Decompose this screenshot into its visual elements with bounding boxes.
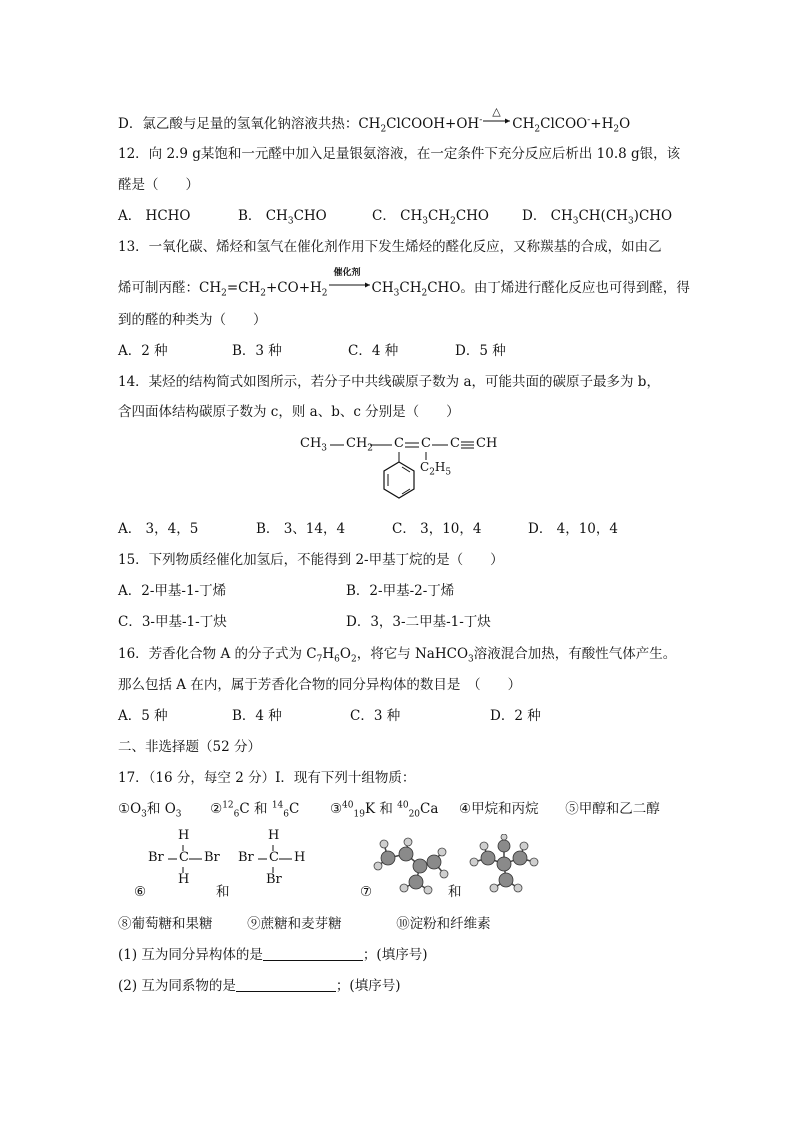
q16-option-c: C．3 种 xyxy=(350,708,401,724)
mol1-c: C xyxy=(179,850,189,865)
heat-arrow xyxy=(482,105,512,130)
q13-stem-line2: 烯可制丙醛：$CH_2=CH_2+CO+H_2$ 催化剂 $CH_3CH_2CHO$。由丁烯进行醛化反应也可得到醛，得 xyxy=(118,276,690,297)
q11-option-d: D．氯乙酸与足量的氢氧化钠溶液共热：$CH_2ClCOOH+OH^-$ △ $CH_2ClCOO^-+H_2O$ xyxy=(118,105,631,135)
mol1-h-top: H xyxy=(178,828,190,843)
struct-ch: CH xyxy=(476,436,498,451)
heat-symbol: △ xyxy=(492,105,501,118)
struct-c3: C xyxy=(450,436,460,451)
q13-option-d: D．5 种 xyxy=(455,343,506,359)
q17-item6-and: 和 xyxy=(216,884,230,900)
q15-option-b: B．2-甲基-2-丁烯 xyxy=(346,583,455,599)
q14-option-b: B． 3、14，4 xyxy=(256,521,346,537)
q16-option-d: D．2 种 xyxy=(490,708,541,724)
q12-option-a: A． HCHO xyxy=(118,208,191,224)
q12-stem-line2: 醛是（ ） xyxy=(118,177,199,193)
mol1-h-bottom: H xyxy=(178,872,190,887)
q13-option-a: A．2 种 xyxy=(118,343,168,359)
q12-stem-line1: 12．向 2.9 g某饱和一元醛中加入足量银氨溶液，在一定条件下充分反应后析出 10.8 g银，该 xyxy=(118,146,681,162)
q14-structure xyxy=(290,430,510,510)
mol2-h-right: H xyxy=(294,850,306,865)
q17-item7-label: ⑦ xyxy=(360,884,373,900)
q14-option-a: A． 3，4，5 xyxy=(118,521,199,537)
q17-head: 17．（16 分，每空 2 分）Ⅰ．现有下列十组物质： xyxy=(118,770,416,786)
q14-stem-line2: 含四面体结构碳原子数为 c，则 a、b、c 分别是（ ） xyxy=(118,404,460,420)
q17-item7-and: 和 xyxy=(448,884,462,900)
mol2-br-left: Br xyxy=(238,850,254,865)
q13-option-b: B．3 种 xyxy=(232,343,282,359)
q17-part2: (2) 互为同系物的是 ；(填序号) xyxy=(118,978,401,994)
mol2-br-bottom: Br xyxy=(266,872,282,887)
q17-items-row1: $①O_3$和 $O_3$ ②$^{12}_6$C 和 $^{14}_6$C ③$^{40}_{19}$K 和 $^{40}_{20}$Ca ④甲烷和丙烷 ⑤甲醇和乙二醇 xyxy=(118,800,660,820)
answer-blank-2[interactable] xyxy=(236,979,336,992)
q16-option-a: A．5 种 xyxy=(118,708,168,724)
section-2-heading: 二、非选择题（52 分） xyxy=(118,739,261,755)
struct-c1: C xyxy=(394,436,404,451)
q15-option-c: C．3-甲基-1-丁炔 xyxy=(118,614,227,630)
q12-option-b: B． $CH_3CHO$ xyxy=(238,208,327,227)
ball-stick-model-2 xyxy=(464,834,544,896)
q14-option-c: C． 3，10，4 xyxy=(392,521,482,537)
q17-item6-structures xyxy=(130,828,330,898)
mol2-c: C xyxy=(269,850,279,865)
q13-stem-line3: 到的醛的种类为（ ） xyxy=(118,312,267,328)
q14-option-d: D． 4，10，4 xyxy=(528,521,618,537)
struct-ch3: $CH_3$ xyxy=(300,436,328,454)
q15-option-a: A．2-甲基-1-丁烯 xyxy=(118,583,227,599)
answer-blank-1[interactable] xyxy=(263,948,363,961)
q17-part1: (1) 互为同分异构体的是 ；(填序号) xyxy=(118,947,428,963)
item6-bonds xyxy=(130,828,330,898)
q17-item6-label: ⑥ xyxy=(134,884,147,900)
q16-option-b: B．4 种 xyxy=(232,708,282,724)
q12-option-c: C． $CH_3CH_2CHO$ xyxy=(372,208,489,227)
struct-c2h5: $C_2H_5$ xyxy=(420,460,452,478)
q16-stem-line2: 那么包括 A 在内，属于芳香化合物的同分异构体的数目是 （ ） xyxy=(118,677,522,693)
struct-c2: C xyxy=(421,436,431,451)
mol2-h-top: H xyxy=(268,828,280,843)
q15-option-d: D．3，3-二甲基-1-丁炔 xyxy=(346,614,491,630)
q14-stem-line1: 14．某烃的结构简式如图所示，若分子中共线碳原子数为 a，可能共面的碳原子最多为 b， xyxy=(118,374,660,390)
q13-stem-line1: 13．一氧化碳、烯烃和氢气在催化剂作用下发生烯烃的醛化反应，又称羰基的合成，如由乙 xyxy=(118,239,662,255)
catalyst-label: 催化剂 xyxy=(333,268,361,278)
q17-items-row3: ⑧葡萄糖和果糖 ⑨蔗糖和麦芽糖 ⑩淀粉和纤维素 xyxy=(118,916,491,932)
struct-bonds xyxy=(290,430,510,510)
q16-stem-line1: 16．芳香化合物 A 的分子式为 $C_7H_6O_2$，将它与 NaHCO$_3$溶液混合加热，有酸性气体产生。 xyxy=(118,646,677,665)
mol1-br-right: Br xyxy=(204,850,220,865)
mol1-br-left: Br xyxy=(148,850,164,865)
struct-ch2: $CH_2$ xyxy=(346,436,374,454)
q13-option-c: C．4 种 xyxy=(348,343,399,359)
catalyst-arrow xyxy=(328,268,372,294)
ball-stick-model-1 xyxy=(370,836,450,896)
q12-option-d: D． $CH_3CH(CH_3)CHO$ xyxy=(522,208,673,227)
q15-stem: 15．下列物质经催化加氢后，不能得到 2-甲基丁烷的是（ ） xyxy=(118,552,504,568)
